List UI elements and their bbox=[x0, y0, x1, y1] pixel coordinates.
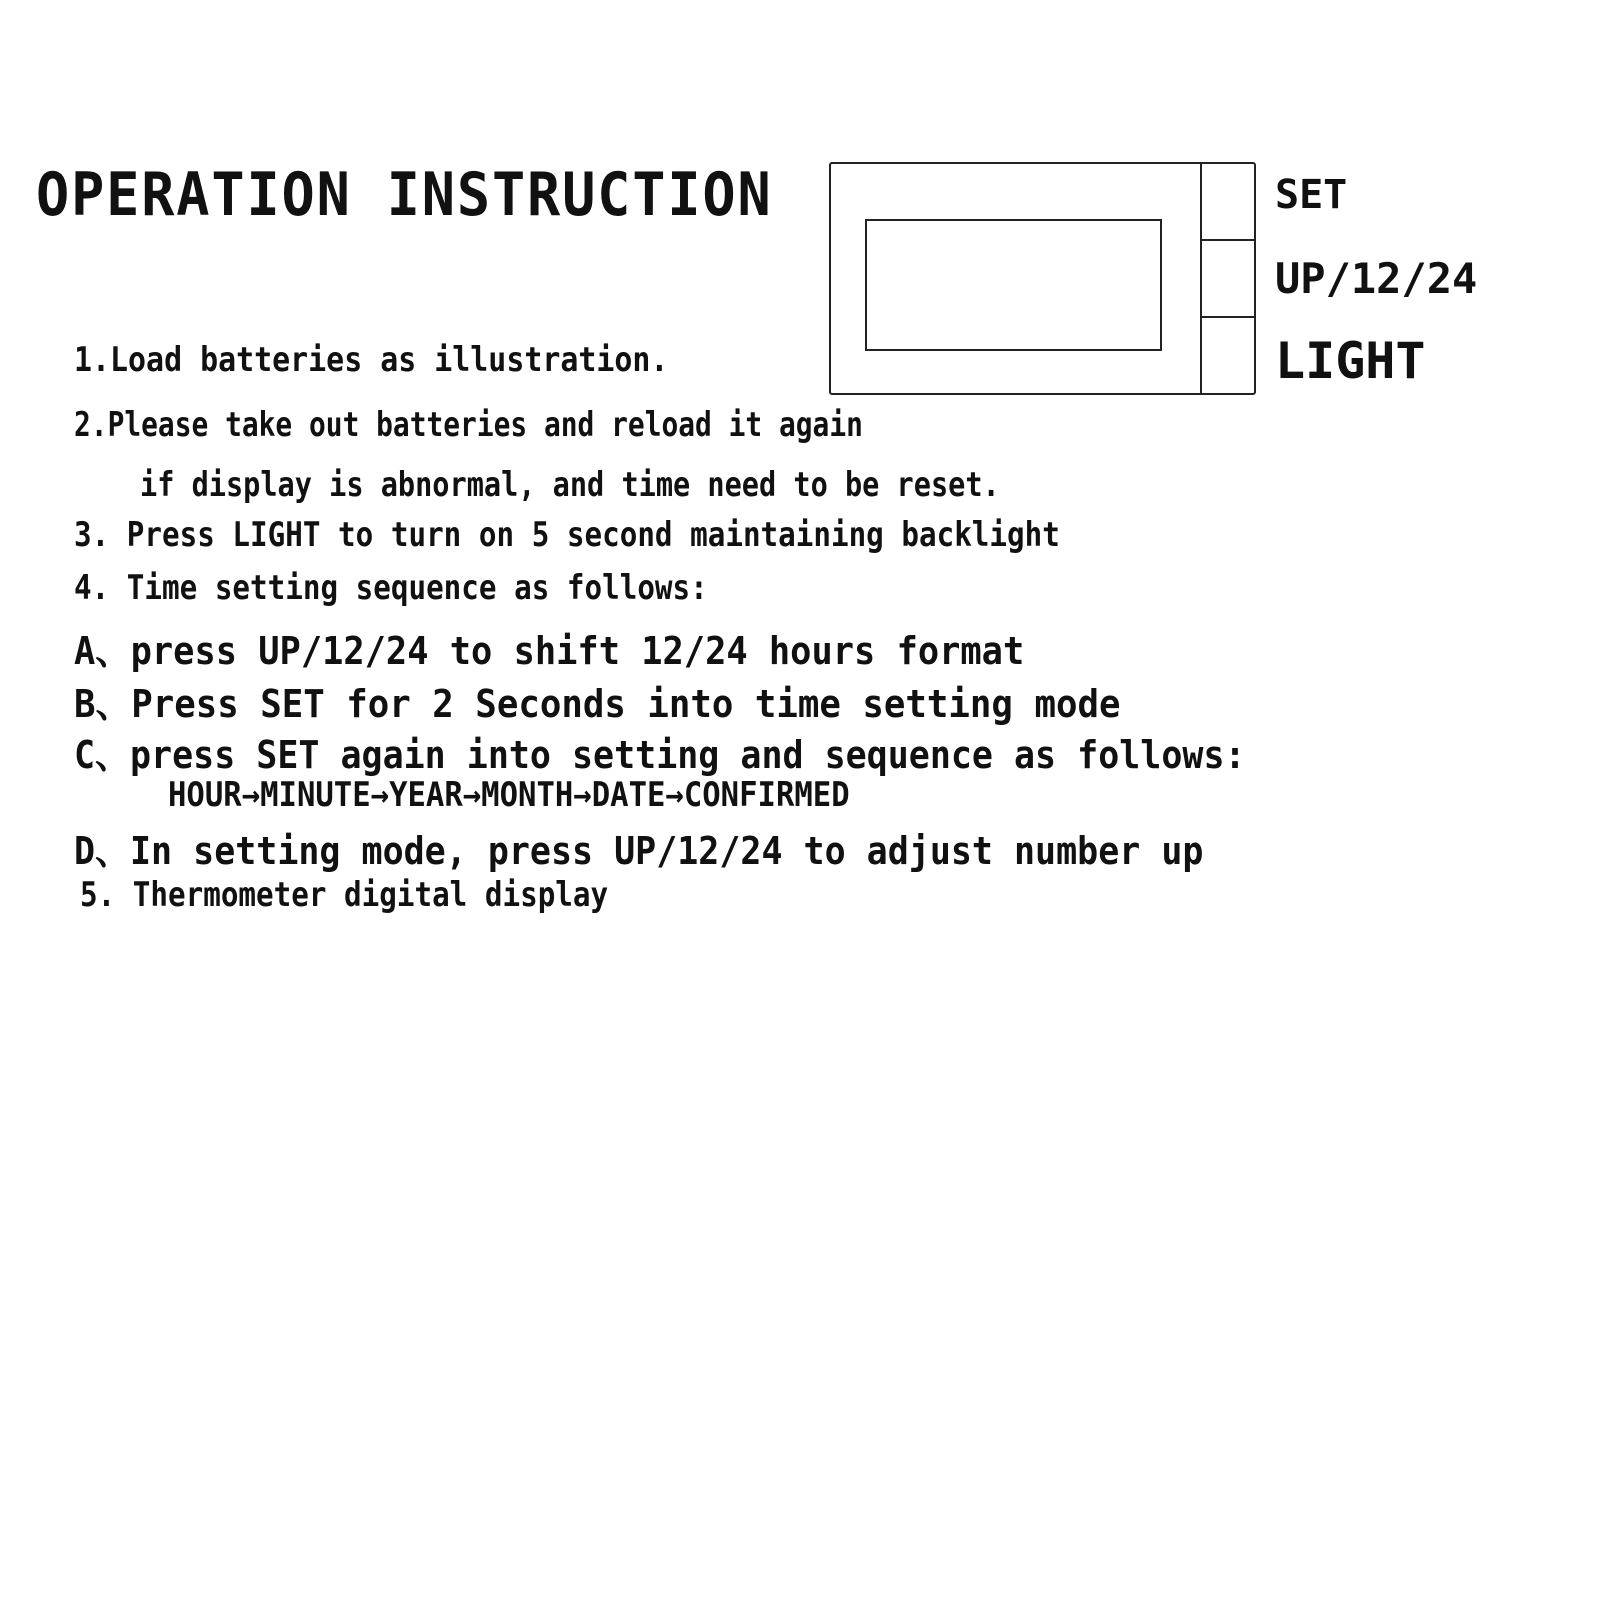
instruction-1: 1.Load batteries as illustration. bbox=[74, 340, 669, 380]
instruction-2: 2.Please take out batteries and reload it again bbox=[74, 405, 863, 445]
instruction-4a: A、press UP/12/24 to shift 12/24 hours format bbox=[74, 629, 1025, 673]
device-illustration bbox=[829, 162, 1256, 395]
instruction-4b: B、Press SET for 2 Seconds into time setting mode bbox=[74, 682, 1121, 726]
button-column bbox=[1200, 164, 1254, 393]
instruction-4c: C、press SET again into setting and sequence as follows: bbox=[74, 733, 1246, 777]
set-button-label: SET bbox=[1275, 172, 1348, 218]
page-title: OPERATION INSTRUCTION bbox=[36, 160, 773, 230]
instruction-4: 4. Time setting sequence as follows: bbox=[74, 568, 708, 608]
instruction-3: 3. Press LIGHT to turn on 5 second maintaining backlight bbox=[74, 515, 1060, 555]
button-divider bbox=[1202, 316, 1254, 318]
instruction-5: 5. Thermometer digital display bbox=[80, 875, 609, 915]
lcd-screen bbox=[865, 219, 1162, 351]
up-button-label: UP/12/24 bbox=[1275, 254, 1478, 303]
button-divider bbox=[1202, 239, 1254, 241]
light-button-label: LIGHT bbox=[1275, 332, 1426, 390]
setting-sequence: HOUR→MINUTE→YEAR→MONTH→DATE→CONFIRMED bbox=[168, 775, 850, 815]
instruction-2-continued: if display is abnormal, and time need to be reset. bbox=[140, 465, 1000, 505]
instruction-4d: D、In setting mode, press UP/12/24 to adjust number up bbox=[74, 829, 1204, 873]
